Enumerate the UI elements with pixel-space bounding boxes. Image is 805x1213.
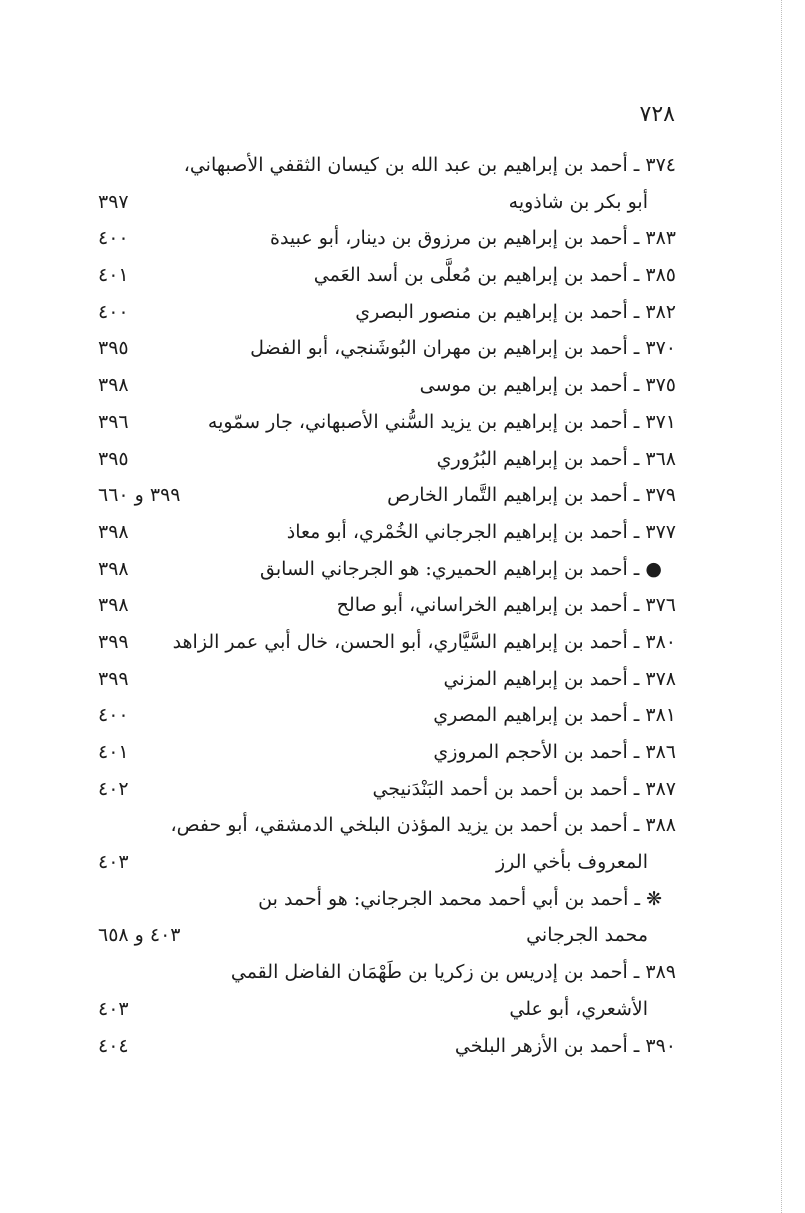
- entry-page-ref: ٤٠٠: [98, 704, 129, 727]
- index-entry: [98, 737, 676, 774]
- entry-text: ٣٨٨ ـ أحمد بن أحمد بن يزيد المؤذن البلخي الدمشقي، أبو حفص،: [170, 814, 676, 837]
- index-entry: [98, 590, 676, 627]
- page-number: ٧٢٨: [639, 102, 675, 127]
- entry-text: ٣٨٠ ـ أحمد بن إبراهيم السَّيَّاري، أبو الحسن، خال أبي عمر الزاهد: [172, 630, 676, 653]
- entry-page-ref: ٤٠٠: [98, 227, 129, 250]
- entry-page-ref: ٤٠٤: [98, 1034, 129, 1057]
- entry-page-ref: ٣٩٥: [98, 337, 129, 360]
- entry-text: ٣٨١ ـ أحمد بن إبراهيم المصري: [433, 704, 676, 727]
- entry-page-ref: ٣٩٩ و ٦٦٠: [98, 484, 181, 507]
- entry-page-ref: ٣٩٥: [98, 447, 129, 470]
- index-entry-crossref: [98, 554, 676, 591]
- entry-text: محمد الجرجاني: [526, 924, 648, 947]
- entry-text: ٣٨٦ ـ أحمد بن الأحجم المروزي: [433, 741, 676, 763]
- index-entry: [98, 260, 676, 297]
- index-entry: [98, 187, 676, 224]
- index-entry: [98, 370, 676, 407]
- index-entry: [98, 774, 676, 811]
- entry-text: ٣٧٤ ـ أحمد بن إبراهيم بن عبد الله بن كيسان الثقفي الأصبهاني،: [183, 154, 676, 176]
- index-entry: [98, 223, 676, 260]
- entry-text: المعروف بأخي الرز: [495, 851, 648, 874]
- entry-text: ٣٧٦ ـ أحمد بن إبراهيم الخراساني، أبو صالح: [336, 594, 676, 617]
- entry-page-ref: ٤٠٠: [98, 300, 129, 323]
- entry-text: ٣٨٩ ـ أحمد بن إدريس بن زكريا بن طَهْمَان الفاضل القمي: [230, 961, 676, 984]
- entry-page-ref: ٣٩٦: [98, 410, 129, 433]
- entry-text: الأشعري، أبو علي: [509, 997, 648, 1020]
- index-entry: [98, 627, 676, 664]
- entry-page-ref: ٣٩٩: [98, 667, 129, 690]
- entry-page-ref: ٤٠٣: [98, 851, 129, 874]
- entry-text: ٣٨٧ ـ أحمد بن أحمد بن أحمد البَنْدَنيجي: [372, 777, 676, 800]
- entry-text: ٣٧٥ ـ أحمد بن إبراهيم بن موسى: [419, 374, 676, 397]
- index-entry: [98, 920, 676, 957]
- index-entry: [98, 700, 676, 737]
- index-entries-list: [98, 150, 676, 1067]
- index-entry: [98, 480, 676, 517]
- entry-page-ref: ٤٠٢: [98, 777, 129, 800]
- entry-text: ٣٦٨ ـ أحمد بن إبراهيم البُرُوري: [436, 447, 676, 470]
- page-edge-divider: [781, 0, 782, 1213]
- index-entry: [98, 444, 676, 481]
- entry-text: ❋ ـ أحمد بن أبي أحمد محمد الجرجاني: هو أحمد بن: [258, 887, 662, 910]
- entry-text: ٣٧٠ ـ أحمد بن إبراهيم بن مهران البُوشَنجي، أبو الفضل: [250, 337, 676, 360]
- index-entry: [98, 957, 676, 994]
- index-entry: [98, 810, 676, 847]
- entry-text: ٣٧١ ـ أحمد بن إبراهيم بن يزيد السُّني الأصبهاني، جار سمّويه: [207, 410, 676, 433]
- entry-text: ٣٨٥ ـ أحمد بن إبراهيم بن مُعلَّى بن أسد العَمي: [313, 264, 676, 287]
- entry-text: ● ـ أحمد بن إبراهيم الحميري: هو الجرجاني السابق: [260, 557, 662, 580]
- entry-text: ٣٩٠ ـ أحمد بن الأزهر البلخي: [454, 1034, 676, 1057]
- entry-page-ref: ٤٠٣ و ٦٥٨: [98, 924, 181, 947]
- entry-page-ref: ٣٩٩: [98, 630, 129, 653]
- index-entry: [98, 847, 676, 884]
- entry-text: أبو بكر بن شاذويه: [508, 190, 648, 213]
- index-entry: [98, 150, 676, 187]
- entry-page-ref: ٣٩٨: [98, 557, 129, 580]
- index-entry: [98, 664, 676, 701]
- index-entry: [98, 297, 676, 334]
- entry-text: ٣٨٣ ـ أحمد بن إبراهيم بن مرزوق بن دينار، أبو عبيدة: [270, 227, 676, 250]
- entry-text: ٣٧٧ ـ أحمد بن إبراهيم الجرجاني الخُمْري، أبو معاذ: [286, 520, 676, 543]
- entry-text: ٣٧٨ ـ أحمد بن إبراهيم المزني: [443, 667, 676, 690]
- index-entry-crossref: [98, 884, 676, 921]
- entry-page-ref: ٤٠٣: [98, 997, 129, 1020]
- entry-page-ref: ٣٩٨: [98, 374, 129, 397]
- entry-page-ref: ٤٠١: [98, 741, 129, 763]
- entry-text: ٣٨٢ ـ أحمد بن إبراهيم بن منصور البصري: [355, 300, 676, 323]
- entry-page-ref: ٤٠١: [98, 264, 129, 287]
- index-entry: [98, 333, 676, 370]
- entry-page-ref: ٣٩٨: [98, 594, 129, 617]
- entry-page-ref: ٣٩٧: [98, 190, 129, 213]
- index-entry: [98, 517, 676, 554]
- entry-page-ref: ٣٩٨: [98, 520, 129, 543]
- index-entry: [98, 1031, 676, 1068]
- entry-text: ٣٧٩ ـ أحمد بن إبراهيم التَّمار الخارص: [387, 484, 676, 507]
- index-entry: [98, 994, 676, 1031]
- index-entry: [98, 407, 676, 444]
